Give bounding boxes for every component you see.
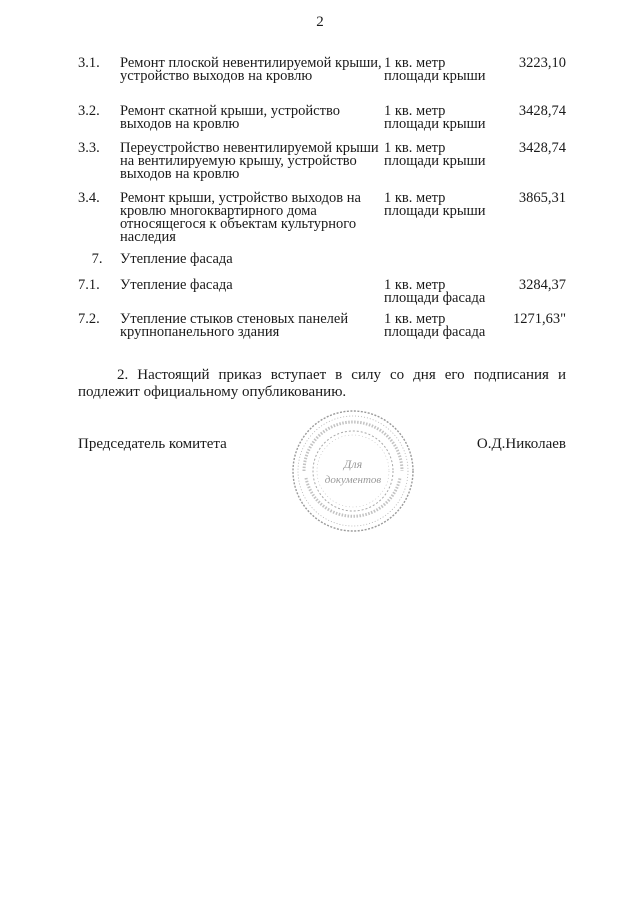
unit-of-measure: 1 кв. метр площади крыши bbox=[384, 103, 486, 132]
unit-of-measure: 1 кв. метр площади крыши bbox=[384, 190, 486, 219]
svg-text:документов: документов bbox=[324, 474, 382, 486]
work-name: Утепление стыков стеновых панелей крупнопанельного здания bbox=[120, 311, 349, 340]
page-number: 2 bbox=[316, 14, 324, 30]
table-row bbox=[78, 57, 566, 105]
section-title: Утепление фасада bbox=[120, 251, 233, 267]
row-number: 3.2. bbox=[78, 103, 100, 119]
unit-of-measure: 1 кв. метр площади фасада bbox=[384, 277, 486, 306]
price-value: 3223,10 bbox=[518, 55, 566, 71]
table-row bbox=[78, 142, 566, 192]
row-number: 3.1. bbox=[78, 55, 100, 71]
stamp-seal bbox=[288, 406, 418, 536]
signer-name: О.Д.Николаев bbox=[476, 436, 566, 452]
price-value: 3428,74 bbox=[518, 140, 566, 156]
work-name: Переустройство невентилируемой крыши на вентилируемую крышу, устройство выходов на кровлю bbox=[120, 140, 379, 182]
table-row bbox=[78, 192, 566, 253]
table-row bbox=[78, 313, 566, 343]
work-name: Ремонт плоской невентилируемой крыши, устройство выходов на кровлю bbox=[120, 55, 382, 84]
unit-of-measure bbox=[382, 253, 494, 279]
work-name: Ремонт крыши, устройство выходов на кровлю многоквартирного дома относящегося к объектам культурного наследия bbox=[120, 190, 361, 245]
unit-of-measure: 1 кв. метр площади фасада bbox=[384, 311, 486, 340]
price-value bbox=[494, 253, 566, 279]
price-value: 1271,63" bbox=[512, 311, 566, 327]
table-row-section bbox=[78, 253, 566, 279]
signer-title: Председатель комитета bbox=[78, 436, 227, 452]
work-name: Утепление фасада bbox=[120, 277, 233, 293]
row-number: 3.4. bbox=[78, 190, 100, 206]
rates-table bbox=[78, 57, 566, 343]
svg-text:Для: Для bbox=[343, 457, 363, 471]
unit-of-measure: 1 кв. метр площади крыши bbox=[384, 140, 486, 169]
table-row bbox=[78, 279, 566, 313]
row-number: 7.1. bbox=[78, 277, 100, 293]
section-number: 7. bbox=[91, 251, 103, 267]
price-value: 3865,31 bbox=[518, 190, 566, 206]
work-name: Ремонт скатной крыши, устройство выходов на кровлю bbox=[120, 103, 340, 132]
price-value: 3284,37 bbox=[518, 277, 566, 293]
price-value: 3428,74 bbox=[518, 103, 566, 119]
row-number: 3.3. bbox=[78, 140, 100, 156]
unit-of-measure: 1 кв. метр площади крыши bbox=[384, 55, 486, 84]
order-effective-paragraph: 2. Настоящий приказ вступает в силу со дня его подписания и подлежит официальному опубликованию. bbox=[78, 367, 566, 400]
row-number: 7.2. bbox=[78, 311, 100, 327]
table-row bbox=[78, 105, 566, 142]
